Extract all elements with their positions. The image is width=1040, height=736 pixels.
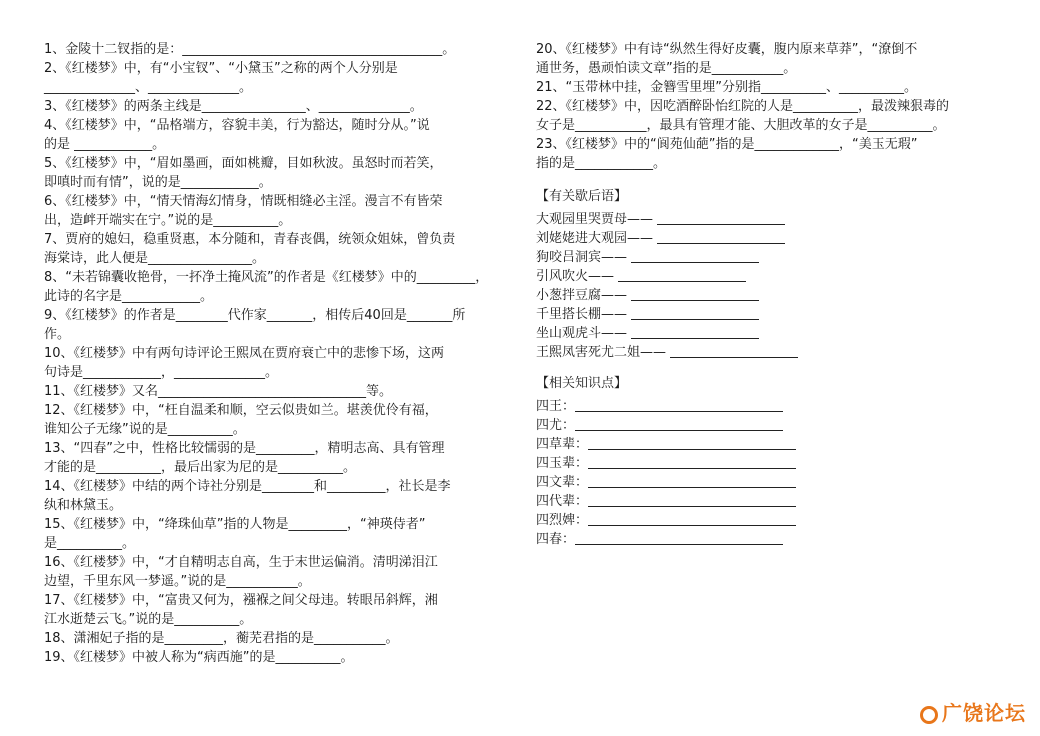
xiehouyu-text: 王熙凤害死尤二姐—— xyxy=(536,345,667,360)
question-1: 1、金陵十二钗指的是：________________________________________。 xyxy=(44,42,456,57)
answer-blank xyxy=(575,398,783,412)
watermark-logo xyxy=(920,697,1026,726)
question-4: 4、《红楼梦》中，“品格端方，容貌丰美，行为豁达，随时分从。”说 的是 ____________。 xyxy=(44,118,430,152)
knowledge-item xyxy=(536,397,1006,416)
answer-blank xyxy=(588,493,796,507)
answer-blank xyxy=(618,268,746,282)
answer-blank xyxy=(588,512,796,526)
question-10: 10、《红楼梦》中有两句诗评论王熙凤在贾府衰亡中的悲惨下场，这两 句诗是____________，______________。 xyxy=(44,346,445,380)
left-column xyxy=(44,40,502,667)
question-5: 5、《红楼梦》中，“眉如墨画，面如桃瓣，目如秋波。虽怒时而若笑， 即嗔时而有情”，说的是____________。 xyxy=(44,156,443,190)
knowledge-item xyxy=(536,473,1006,492)
knowledge-label: 四尤： xyxy=(536,418,576,433)
question-23: 23、《红楼梦》中的“阆苑仙葩”指的是_____________，“美玉无瑕” 指的是____________。 xyxy=(536,137,918,171)
question-14: 14、《红楼梦》中结的两个诗社分别是________和_________，社长是李 纨和林黛玉。 xyxy=(44,479,451,513)
knowledge-label: 四王： xyxy=(536,399,576,414)
question-11: 11、《红楼梦》又名________________________________等。 xyxy=(44,384,393,399)
xiehouyu-item xyxy=(536,286,1006,305)
answer-blank xyxy=(657,230,785,244)
knowledge-label: 四烈婢： xyxy=(536,513,589,528)
knowledge-item xyxy=(536,454,1006,473)
knowledge-label: 四代辈： xyxy=(536,494,589,509)
knowledge-item xyxy=(536,530,1006,549)
xiehouyu-item xyxy=(536,305,1006,324)
question-13: 13、“四春”之中，性格比较懦弱的是_________，精明志高、具有管理 才能的是__________，最后出家为尼的是__________。 xyxy=(44,441,445,475)
question-2: 2、《红楼梦》中，有“小宝钗”、“小黛玉”之称的两个人分别是 ______________、______________。 xyxy=(44,61,398,95)
question-16: 16、《红楼梦》中，“才自精明志自高，生于末世运偏消。清明涕泪江 边望，千里东风一梦遥。”说的是___________。 xyxy=(44,555,438,589)
answer-blank xyxy=(631,287,759,301)
knowledge-item xyxy=(536,492,1006,511)
question-18: 18、潇湘妃子指的是_________，蘅芜君指的是___________。 xyxy=(44,631,399,646)
knowledge-item xyxy=(536,416,1006,435)
xiehouyu-text: 小葱拌豆腐—— xyxy=(536,288,628,303)
knowledge-label: 四文辈： xyxy=(536,475,589,490)
knowledge-item xyxy=(536,435,1006,454)
question-12: 12、《红楼梦》中，“枉自温柔和顺，空云似贵如兰。堪羡优伶有福， 谁知公子无缘”说的是__________。 xyxy=(44,403,438,437)
question-22: 22、《红楼梦》中，因吃酒醉卧怡红院的人是__________，最泼辣狠毒的 女子是___________，最具有管理才能、大胆改革的女子是__________。 xyxy=(536,99,950,133)
answer-blank xyxy=(631,325,759,339)
xiehouyu-text: 刘姥姥进大观园—— xyxy=(536,231,654,246)
xiehouyu-item xyxy=(536,343,1006,362)
xiehouyu-heading: 【有关歇后语】 xyxy=(536,189,628,204)
watermark-text: 广饶论坛 xyxy=(942,701,1026,725)
answer-blank xyxy=(631,306,759,320)
xiehouyu-item xyxy=(536,267,1006,286)
xiehouyu-text: 坐山观虎斗—— xyxy=(536,326,628,341)
question-21: 21、“玉带林中挂，金簪雪里埋”分别指__________、__________。 xyxy=(536,80,918,95)
answer-blank xyxy=(588,455,796,469)
knowledge-label: 四玉辈： xyxy=(536,456,589,471)
answer-blank xyxy=(575,417,783,431)
question-17: 17、《红楼梦》中，“富贵又何为，襁褓之间父母违。转眼吊斜辉，湘 江水逝楚云飞。”说的是__________。 xyxy=(44,593,438,627)
logo-ring-icon xyxy=(920,706,938,724)
xiehouyu-item xyxy=(536,324,1006,343)
question-8: 8、“未若锦囊收艳骨，一抔净土掩风流”的作者是《红楼梦》中的_________， 此诗的名字是____________。 xyxy=(44,270,489,304)
question-19: 19、《红楼梦》中被人称为“病西施”的是__________。 xyxy=(44,650,354,665)
answer-blank xyxy=(631,249,759,263)
right-column xyxy=(536,40,1006,549)
xiehouyu-item xyxy=(536,229,1006,248)
answer-blank xyxy=(588,436,796,450)
xiehouyu-text: 引风吹火—— xyxy=(536,269,615,284)
xiehouyu-text: 狗咬吕洞宾—— xyxy=(536,250,628,265)
knowledge-heading: 【相关知识点】 xyxy=(536,376,628,391)
question-9: 9、《红楼梦》的作者是________代作家_______，相传后40回是_______所 作。 xyxy=(44,308,466,342)
question-3: 3、《红楼梦》的两条主线是________________、______________。 xyxy=(44,99,423,114)
xiehouyu-item xyxy=(536,210,1006,229)
answer-blank xyxy=(670,344,798,358)
answer-blank xyxy=(575,531,783,545)
xiehouyu-item xyxy=(536,248,1006,267)
xiehouyu-text: 大观园里哭贾母—— xyxy=(536,212,654,227)
question-15: 15、《红楼梦》中，“绛珠仙草”指的人物是_________，“神瑛侍者” 是__________。 xyxy=(44,517,426,551)
question-20: 20、《红楼梦》中有诗“纵然生得好皮囊，腹内原来草莽”，“潦倒不 通世务，愚顽怕读文章”指的是___________。 xyxy=(536,42,918,76)
xiehouyu-text: 千里搭长棚—— xyxy=(536,307,628,322)
answer-blank xyxy=(657,211,785,225)
question-7: 7、贾府的媳妇，稳重贤惠，本分随和，青春丧偶，统领众姐妹，曾负责 海棠诗，此人便是________________。 xyxy=(44,232,456,266)
question-6: 6、《红楼梦》中，“情天情海幻情身，情既相缝必主淫。漫言不有皆荣 出，造衅开端实在宁。”说的是__________。 xyxy=(44,194,443,228)
knowledge-item xyxy=(536,511,1006,530)
knowledge-label: 四春： xyxy=(536,532,576,547)
knowledge-label: 四草辈： xyxy=(536,437,589,452)
answer-blank xyxy=(588,474,796,488)
